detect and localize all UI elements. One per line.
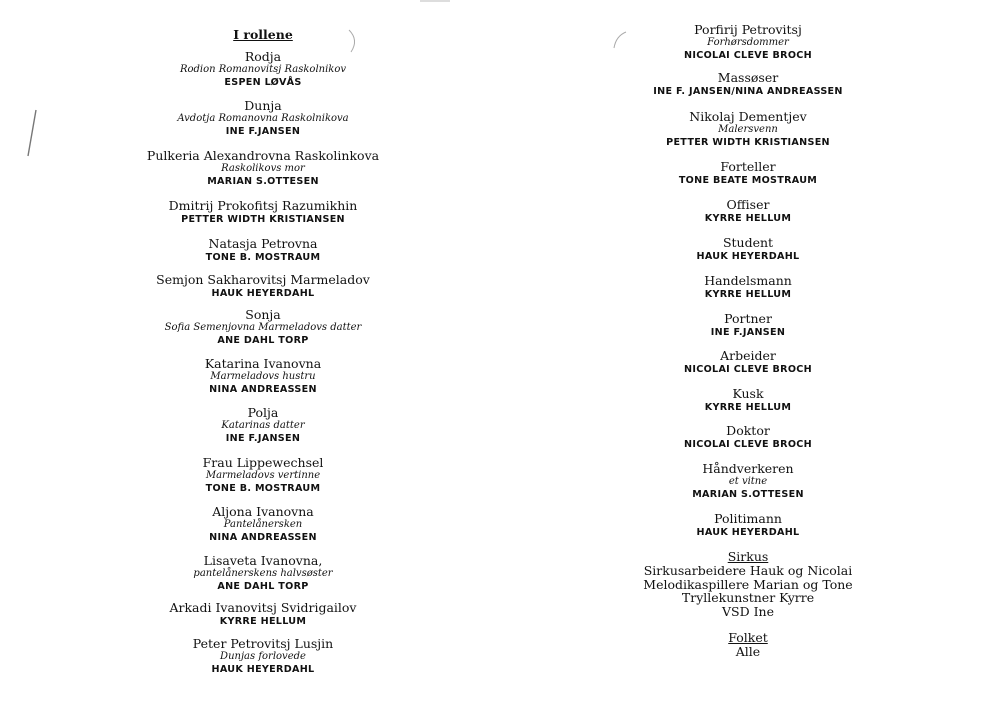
cast-entry: [113, 554, 413, 593]
actor-name: ESPEN LØVÅS: [224, 77, 302, 88]
actor-name: NINA ANDREASSEN: [209, 384, 317, 395]
role-name: Forteller: [720, 159, 776, 174]
role-name: Natasja Petrovna: [208, 236, 318, 251]
cast-entry: [598, 387, 898, 414]
actor-name: HAUK HEYERDAHL: [211, 288, 315, 299]
actor-name: MARIAN S.OTTESEN: [207, 176, 319, 187]
actor-name: PETTER WIDTH KRISTIANSEN: [181, 214, 345, 225]
actor-name: NINA ANDREASSEN: [209, 532, 317, 543]
cast-entry: [113, 273, 413, 300]
role-name: Lisaveta Ivanovna,: [203, 553, 323, 568]
role-description: Avdotja Romanovna Raskolnikova: [177, 113, 349, 124]
role-name: Arkadi Ivanovitsj Svidrigailov: [169, 600, 357, 615]
role-description: Malersvenn: [718, 124, 778, 135]
cast-entry: [113, 308, 413, 347]
section-line: Alle: [735, 644, 761, 659]
section-title: Sirkus: [727, 549, 769, 564]
role-description: Dunjas forlovede: [220, 651, 306, 662]
scan-edge-line: [420, 0, 450, 4]
cast-entry: [598, 512, 898, 539]
role-name: Aljona Ivanovna: [212, 504, 314, 519]
actor-name: TONE BEATE MOSTRAUM: [678, 175, 818, 186]
cast-entry: [113, 99, 413, 138]
section-line: Tryllekunstner Kyrre: [681, 590, 815, 605]
role-description: Sofia Semenjovna Marmeladovs datter: [164, 322, 362, 333]
section-line: VSD Ine: [722, 603, 774, 619]
cast-entry: [113, 637, 413, 676]
actor-name: KYRRE HELLUM: [704, 402, 792, 413]
role-name: Sonja: [245, 307, 281, 322]
actor-name: KYRRE HELLUM: [704, 289, 792, 300]
role-name: Offiser: [726, 197, 770, 212]
actor-name: INE F.JANSEN: [710, 327, 786, 338]
cast-entry: [113, 456, 413, 495]
actor-name: NICOLAI CLEVE BROCH: [684, 439, 812, 450]
role-name: Semjon Sakharovitsj Marmeladov: [156, 272, 370, 287]
cast-entry: [113, 50, 413, 89]
role-name: Frau Lippewechsel: [202, 455, 324, 470]
role-name: Polja: [247, 405, 279, 420]
cast-entry: [598, 71, 898, 98]
role-description: Pantelånersken: [223, 519, 303, 530]
cast-entry: [598, 110, 898, 149]
role-name: Politimann: [714, 511, 782, 526]
cast-entry: [598, 198, 898, 225]
role-name: Håndverkeren: [702, 461, 794, 476]
actor-name: HAUK HEYERDAHL: [696, 527, 800, 538]
actor-name: HAUK HEYERDAHL: [211, 664, 315, 675]
cast-entry: [598, 236, 898, 263]
role-description: Rodion Romanovitsj Raskolnikov: [179, 64, 347, 75]
cast-entry: [598, 462, 898, 501]
role-description: Forhørsdommer: [707, 37, 789, 48]
role-name: Peter Petrovitsj Lusjin: [192, 636, 334, 651]
folket-section: [598, 631, 898, 659]
actor-name: ANE DAHL TORP: [217, 581, 309, 592]
role-name: Kusk: [732, 386, 764, 401]
actor-name: INE F.JANSEN: [225, 126, 301, 137]
cast-entry: [113, 406, 413, 445]
sirkus-section: [598, 550, 898, 618]
role-description: pantelånerskens halvsøster: [193, 568, 333, 579]
cast-entry: [113, 199, 413, 226]
role-description: et vitne: [728, 476, 768, 487]
cast-entry: [598, 424, 898, 451]
role-name: Massøser: [717, 70, 779, 85]
cast-entry: [598, 274, 898, 301]
cast-entry: [113, 505, 413, 544]
role-description: Katarinas datter: [221, 420, 305, 431]
cast-entry: [113, 601, 413, 628]
section-line: Sirkusarbeidere Hauk og Nicolai: [643, 563, 853, 578]
cast-entry: [113, 357, 413, 396]
actor-name: INE F. JANSEN/NINA ANDREASSEN: [653, 86, 843, 97]
role-name: Katarina Ivanovna: [204, 356, 322, 371]
cast-entry: [598, 349, 898, 376]
role-name: Dmitrij Prokofitsj Razumikhin: [168, 198, 358, 213]
section-title: Folket: [728, 630, 768, 645]
role-name: Arbeider: [720, 348, 776, 363]
role-description: Raskolikovs mor: [221, 163, 305, 174]
role-name: Nikolaj Dementjev: [689, 109, 807, 124]
role-name: Doktor: [726, 423, 770, 438]
role-name: Handelsmann: [704, 273, 792, 288]
actor-name: NICOLAI CLEVE BROCH: [684, 50, 812, 61]
cast-entry: [113, 237, 413, 264]
actor-name: TONE B. MOSTRAUM: [205, 483, 321, 494]
role-name: Student: [722, 235, 774, 250]
actor-name: MARIAN S.OTTESEN: [692, 489, 804, 500]
actor-name: NICOLAI CLEVE BROCH: [684, 364, 812, 375]
role-description: Marmeladovs hustru: [210, 371, 316, 382]
section-line: Melodikaspillere Marian og Tone: [643, 576, 853, 592]
cast-entry: [113, 149, 413, 188]
role-name: Dunja: [244, 98, 282, 113]
scan-pen-stroke: [24, 108, 40, 160]
actor-name: TONE B. MOSTRAUM: [205, 252, 321, 263]
actor-name: PETTER WIDTH KRISTIANSEN: [666, 137, 830, 148]
actor-name: KYRRE HELLUM: [219, 616, 307, 627]
page-heading: I rollene: [233, 27, 293, 42]
actor-name: HAUK HEYERDAHL: [696, 251, 800, 262]
role-name: Pulkeria Alexandrovna Raskolinkova: [146, 148, 380, 163]
role-name: Rodja: [244, 49, 282, 64]
actor-name: ANE DAHL TORP: [217, 335, 309, 346]
role-description: Marmeladovs vertinne: [205, 470, 321, 481]
role-name: Porfirij Petrovitsj: [694, 22, 802, 37]
actor-name: INE F.JANSEN: [225, 433, 301, 444]
actor-name: KYRRE HELLUM: [704, 213, 792, 224]
cast-entry: [598, 312, 898, 339]
cast-entry: [598, 160, 898, 187]
cast-entry: [598, 23, 898, 62]
role-name: Portner: [724, 311, 772, 326]
